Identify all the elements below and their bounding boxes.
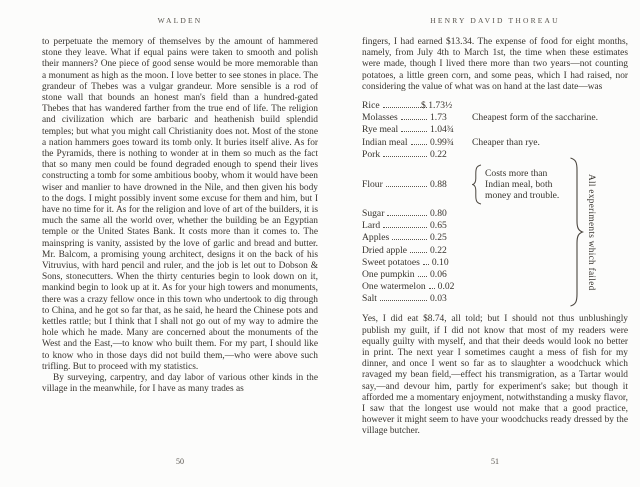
table-item xyxy=(362,149,464,160)
item-price: $ 1.73½ xyxy=(421,100,453,112)
item-name: Lard xyxy=(362,220,381,232)
item-name: Apples xyxy=(362,232,390,244)
item-name: Rice xyxy=(362,100,380,112)
paragraph: By surveying, carpentry, and day labor of various other kinds in the village in the meanwhile, for I have as many trades as xyxy=(42,373,318,395)
table-item xyxy=(362,124,464,135)
table-item xyxy=(362,281,464,292)
table-item xyxy=(362,220,464,231)
item-price: 1.73 xyxy=(430,112,447,124)
table-item xyxy=(362,293,464,304)
dot-leader xyxy=(410,252,427,253)
dot-leader xyxy=(380,300,427,301)
paragraph: fingers, I had earned $13.34. The expense of food for eight months, namely, from July 4th to March 1st, the time when these estimates were made, though I lived there more than two years—not counting potatoes, a little green corn, and some peas, which I had raised, nor considering the value of what was on hand at the last date—was xyxy=(362,37,628,92)
item-name: Indian meal xyxy=(362,136,408,148)
item-price: 0.25 xyxy=(430,232,447,244)
item-price: 0.06 xyxy=(430,268,447,280)
left-brace-icon xyxy=(472,164,482,205)
item-name: Dried apple xyxy=(362,244,408,256)
right-page-body xyxy=(362,37,628,438)
right-page xyxy=(362,16,628,438)
table-item xyxy=(362,137,464,148)
item-name: Pork xyxy=(362,148,381,160)
dot-leader xyxy=(418,276,428,277)
item-note: Cheapest form of the saccharine. xyxy=(472,112,598,124)
dot-leader xyxy=(423,264,429,265)
expense-table xyxy=(362,100,628,305)
paragraph: Yes, I did eat $8.74, all told; but I should not thus unblushingly publish my guilt, if I did not know that most of my readers were equally guilty with myself, and that their deeds would look no better in print. The next year I sometimes caught a mess of fish for my dinner, and once I went so far as to slaughter a woodchuck which ravaged my bean field,—effect his transmigration, as a Tartar would say,—and devour him, partly for experiment's sake; but though it afforded me a momentary enjoyment, notwithstanding a musky flavor, I saw that the longest use would not make that a good practice, however it might seem to have your woodchucks ready dressed by the village butcher. xyxy=(362,314,628,437)
table-item xyxy=(362,257,464,268)
table-item xyxy=(362,232,464,243)
item-name: Rye meal xyxy=(362,124,399,136)
item-name: Sweet potatoes xyxy=(362,256,420,268)
item-price: 0.03 xyxy=(430,293,447,305)
item-name: Sugar xyxy=(362,207,385,219)
item-note: Costs more than Indian meal, both money and trouble. xyxy=(485,168,560,202)
dot-leader xyxy=(411,144,427,145)
table-item xyxy=(362,112,464,123)
running-head-right: HENRY DAVID THOREAU xyxy=(430,16,560,25)
dot-leader xyxy=(429,288,435,289)
table-row xyxy=(362,112,628,124)
table-item xyxy=(362,179,464,190)
item-name: Molasses xyxy=(362,112,398,124)
left-page-body xyxy=(42,37,318,396)
table-row xyxy=(362,100,628,112)
group-label: All experiments which failed xyxy=(586,173,596,291)
left-page xyxy=(42,16,318,396)
dot-leader xyxy=(383,227,427,228)
item-name: One watermelon xyxy=(362,281,426,293)
item-note: Cheaper than rye. xyxy=(472,136,540,148)
dot-leader xyxy=(386,186,427,187)
item-price: 0.02 xyxy=(437,281,455,293)
item-price: 0.10 xyxy=(431,256,449,268)
item-price: 0.88 xyxy=(430,179,447,191)
table-row xyxy=(362,137,628,149)
dot-leader xyxy=(392,239,427,240)
item-price: 0.99¾ xyxy=(430,136,454,148)
table-item xyxy=(362,100,464,111)
page-number-right: 51 xyxy=(491,457,499,466)
dot-leader xyxy=(387,215,427,216)
paragraph: to perpetuate the memory of themselves by the amount of hammered stone they leave. What if equal pains were taken to smooth and polish their manners? One piece of good sense would be more memorable than a monument as high as the moon. I love better to see stones in place. The grandeur of Thebes was a vulgar grandeur. More sensible is a rod of stone wall that bounds an honest man's field than a hundred-gated Thebes that has wandered farther from the true end of life. The religion and civilization which are barbaric and heathenish build splendid temples; but what you might call Christianity does not. Most of the stone a nation hammers goes toward its tomb only. It buries itself alive. As for the Pyramids, there is nothing to wonder at in them so much as the fact that so many men could be found degraded enough to spend their lives constructing a tomb for some ambitious booby, whom it would have been wiser and manlier to have drowned in the Nile, and then given his body to the dogs. I might possibly invent some excuse for them and him, but I have no time for it. As for the religion and love of art of the builders, it is much the same all the world over, whether the building be an Egyptian temple or the United States Bank. It costs more than it comes to. The mainspring is vanity, assisted by the love of garlic and bread and butter. Mr. Balcom, a promising young architect, designs it on the back of his Vitruvius, with hard pencil and ruler, and the job is let out to Dobson & Sons, stonecutters. When the thirty centuries begin to look down on it, mankind begin to look up at it. As for your high towers and monuments, there was a crazy fellow once in this town who undertook to dig through to China, and he got so far that, as he said, he heard the Chinese pots and kettles rattle; but I think that I shall not go out of my way to admire the hole which he made. Many are concerned about the monuments of the West and the East,—to know who built them. For my part, I should like to know who in those days did not build them,—who were above such trifling. But to proceed with my statistics. xyxy=(42,37,318,372)
item-price: 0.80 xyxy=(430,207,447,219)
dot-leader xyxy=(383,156,427,157)
dot-leader xyxy=(401,119,427,120)
running-head-left: WALDEN xyxy=(157,16,203,25)
table-item xyxy=(362,245,464,256)
table-item xyxy=(362,269,464,280)
flour-note xyxy=(472,164,573,205)
table-item xyxy=(362,208,464,219)
item-name: One pumpkin xyxy=(362,268,415,280)
right-brace-icon xyxy=(569,157,584,310)
item-price: 0.65 xyxy=(430,220,447,232)
dot-leader xyxy=(401,131,427,132)
item-price: 0.22 xyxy=(430,148,447,160)
page-number-left: 50 xyxy=(176,457,184,466)
item-price: 1.04¾ xyxy=(430,124,454,136)
item-name: Flour xyxy=(362,179,383,191)
table-row xyxy=(362,124,628,136)
item-name: Salt xyxy=(362,293,377,305)
item-price: 0.22 xyxy=(430,244,447,256)
